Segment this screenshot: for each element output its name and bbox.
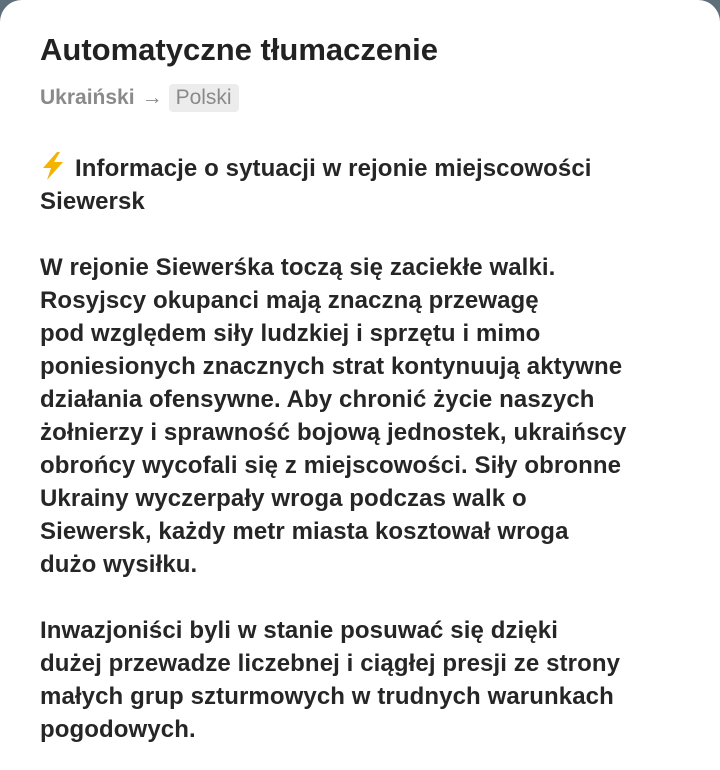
source-language-label: Ukraiński: [40, 86, 135, 109]
page-title: Automatyczne tłumaczenie: [40, 32, 438, 67]
body-paragraph-1: W rejonie Siewerśka toczą się zaciekłe walki. Rosyjscy okupanci mają znaczną przewagę pod względem siły ludzkiej i sprzętu i mimo poniesionych znacznych strat kontynuują aktywne działania ofensywne. Aby chronić życie naszych żołnierzy i sprawność bojową jednostek, ukraińscy obrońcy wycofali się z miejscowości. Siły obronne Ukrainy wyczerpały wroga podczas walk o Siewersk, każdy metr miasta kosztował wroga dużo wysiłku.: [40, 254, 627, 578]
lightning-bolt-icon: [40, 152, 66, 180]
headline-paragraph: [40, 152, 690, 218]
body-paragraph-2: Inwazjoniści byli w stanie posuwać się dzięki dużej przewadze liczebnej i ciągłej presji ze strony małych grup szturmowych w trudnych warunkach pogodowych.: [40, 617, 621, 743]
arrow-right-icon: →: [141, 86, 163, 109]
headline-text: Informacje o sytuacji w rejonie miejscowości Siewersk: [40, 155, 592, 215]
translated-text: [40, 152, 690, 746]
language-pair: [40, 82, 239, 114]
target-language-selector[interactable]: Polski: [169, 84, 239, 112]
